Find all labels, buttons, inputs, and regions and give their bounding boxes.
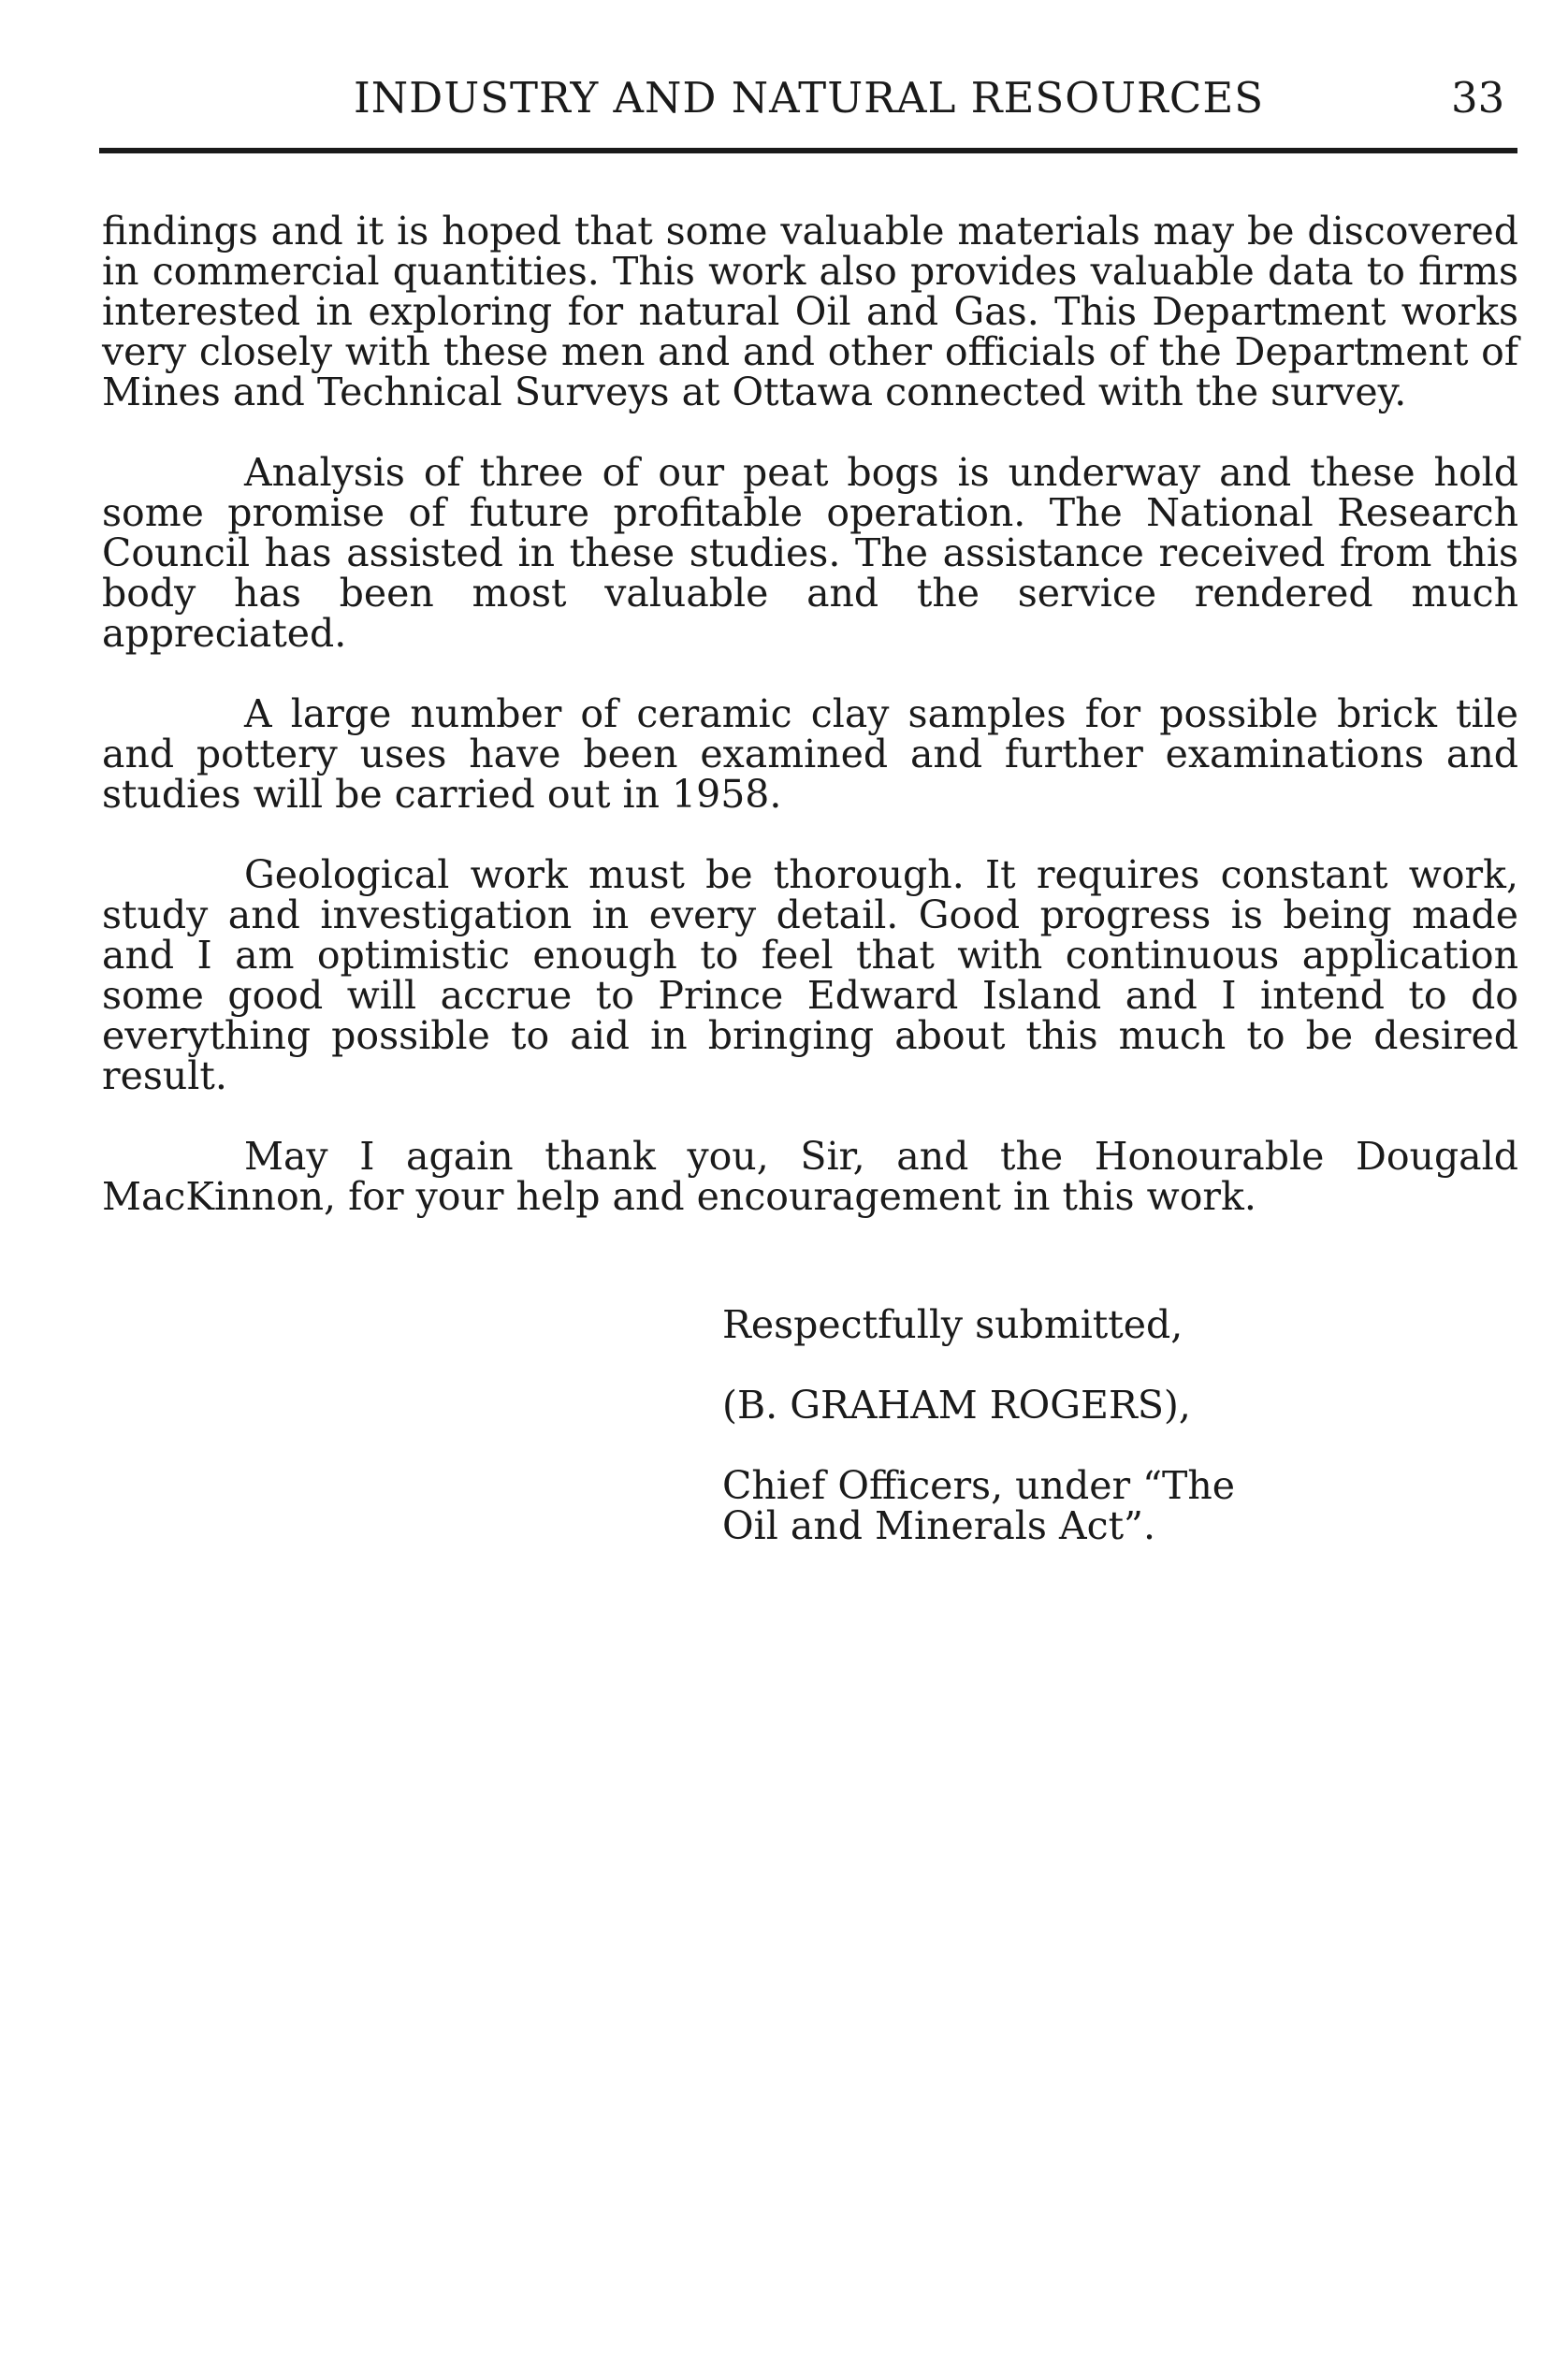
signature-block — [722, 1302, 1377, 1548]
paragraph-ceramic-clay: A large number of ceramic clay samples for possible brick tile and pottery uses have been examined and further examinations and studies will be carried out in 1958. — [102, 691, 1518, 817]
running-title: INDUSTRY AND NATURAL RESOURCES — [354, 73, 1265, 123]
paragraph-findings: findings and it is hoped that some valuable materials may be discovered in commercial quantities. This work also provides valuable data to firms interested in exploring for natural Oil and Gas. This Department works very closely with these men and and other officials of the Department of Mines and Technical Surveys at Ottawa connected with the survey. — [102, 209, 1518, 414]
page-number: 33 — [1451, 73, 1505, 123]
signature-closing: Respectfully submitted, — [722, 1302, 1183, 1347]
header-rule — [99, 148, 1517, 153]
signature-title-line1: Chief Officers, under “The — [722, 1463, 1236, 1508]
page-header — [0, 73, 1568, 129]
paragraph-thanks: May I again thank you, Sir, and the Honourable Dougald MacKinnon, for your help and encouragement in this work. — [102, 1134, 1518, 1219]
paragraph-geological-work: Geological work must be thorough. It requires constant work, study and investigation in every detail. Good progress is being made and I am optimistic enough to feel that with continuous application some good will accrue to Prince Edward Island and I intend to do everything possible to aid in bringing about this much to be desired result. — [102, 852, 1518, 1098]
signature-title-line2: Oil and Minerals Act”. — [722, 1503, 1156, 1548]
paragraph-peat-bogs: Analysis of three of our peat bogs is underway and these hold some promise of future profitable operation. The National Research Council has assisted in these studies. The assistance received from this body has been most valuable and the service rendered much appreciated. — [102, 450, 1518, 656]
signature-name: (B. GRAHAM ROGERS), — [722, 1383, 1191, 1428]
body-text — [102, 211, 1518, 1257]
